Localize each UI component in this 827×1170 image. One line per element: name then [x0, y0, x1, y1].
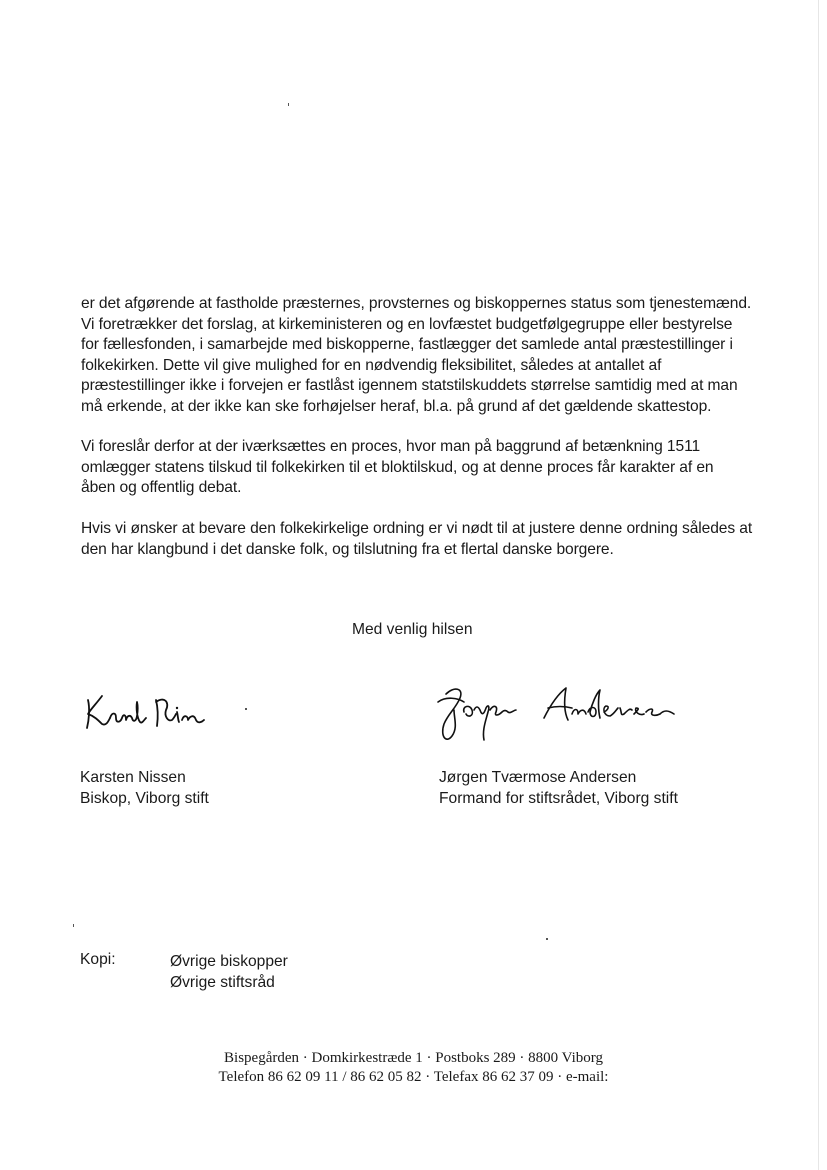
body-paragraph-2	[81, 437, 761, 499]
body-line: for fællesfonden, i samarbejde med biskopperne, fastlægger det samlede antal præstestillinger i	[81, 336, 733, 354]
handwritten-signature-right	[424, 680, 684, 750]
signatory-name: Karsten Nissen	[80, 769, 186, 786]
footer-address	[0, 1049, 827, 1067]
body-line: folkekirken. Dette vil give mulighed for en nødvendig fleksibilitet, således at antallet af	[81, 356, 662, 374]
copy-recipient: Øvrige stiftsråd	[170, 974, 275, 991]
body-line: må erkende, at der ikke kan ske forhøjelser heraf, bl.a. på grund af det gældende skattestop.	[81, 397, 712, 415]
footer-address-text: Bispegården · Domkirkestræde 1 · Postboks 289 · 8800 Viborg	[224, 1050, 603, 1066]
signatory-right	[439, 767, 678, 809]
signatory-title: Formand for stiftsrådet, Viborg stift	[439, 790, 678, 807]
scan-speck	[245, 708, 247, 710]
scan-speck	[288, 103, 289, 106]
body-line: Vi foretrækker det forslag, at kirkeministeren og en lovfæstet budgetfølgegruppe eller bestyrelse	[81, 315, 733, 333]
body-line: åben og offentlig debat.	[81, 479, 242, 497]
scan-edge	[818, 0, 819, 1170]
body-line: er det afgørende at fastholde præsternes, provsternes og biskoppernes status som tjenestemænd.	[81, 295, 752, 312]
scan-speck	[546, 938, 548, 940]
footer-contact-text: Telefon 86 62 09 11 / 86 62 05 82 · Telefax 86 62 37 09 · e-mail:	[218, 1069, 609, 1085]
body-line: Vi foreslår derfor at der iværksættes en proces, hvor man på baggrund af betænkning 1511	[81, 438, 701, 455]
signatory-left	[80, 767, 209, 809]
body-line: omlægger statens tilskud til folkekirken til et bloktilskud, og at denne proces får karakter af en	[81, 458, 714, 476]
copy-recipients	[170, 951, 288, 993]
body-line: den har klangbund i det danske folk, og tilslutning fra et flertal danske borgere.	[81, 540, 614, 558]
body-line: præstestillinger ikke i forvejen er fastlåst igennem statstilskuddets størrelse samtidig med at man	[81, 377, 738, 395]
closing-salutation: Med venlig hilsen	[352, 621, 473, 638]
body-line: Hvis vi ønsker at bevare den folkekirkelige ordning er vi nødt til at justere denne ordning således at	[81, 520, 753, 537]
copy-recipient: Øvrige biskopper	[170, 953, 288, 970]
scan-speck	[73, 924, 74, 927]
signatory-title: Biskop, Viborg stift	[80, 790, 209, 807]
body-paragraph-3	[81, 519, 761, 560]
signatory-name: Jørgen Tværmose Andersen	[439, 769, 637, 786]
copy-label: Kopi:	[80, 951, 116, 968]
body-paragraph-1	[81, 294, 761, 418]
footer-contact	[0, 1068, 827, 1086]
handwritten-signature-left	[80, 690, 210, 738]
